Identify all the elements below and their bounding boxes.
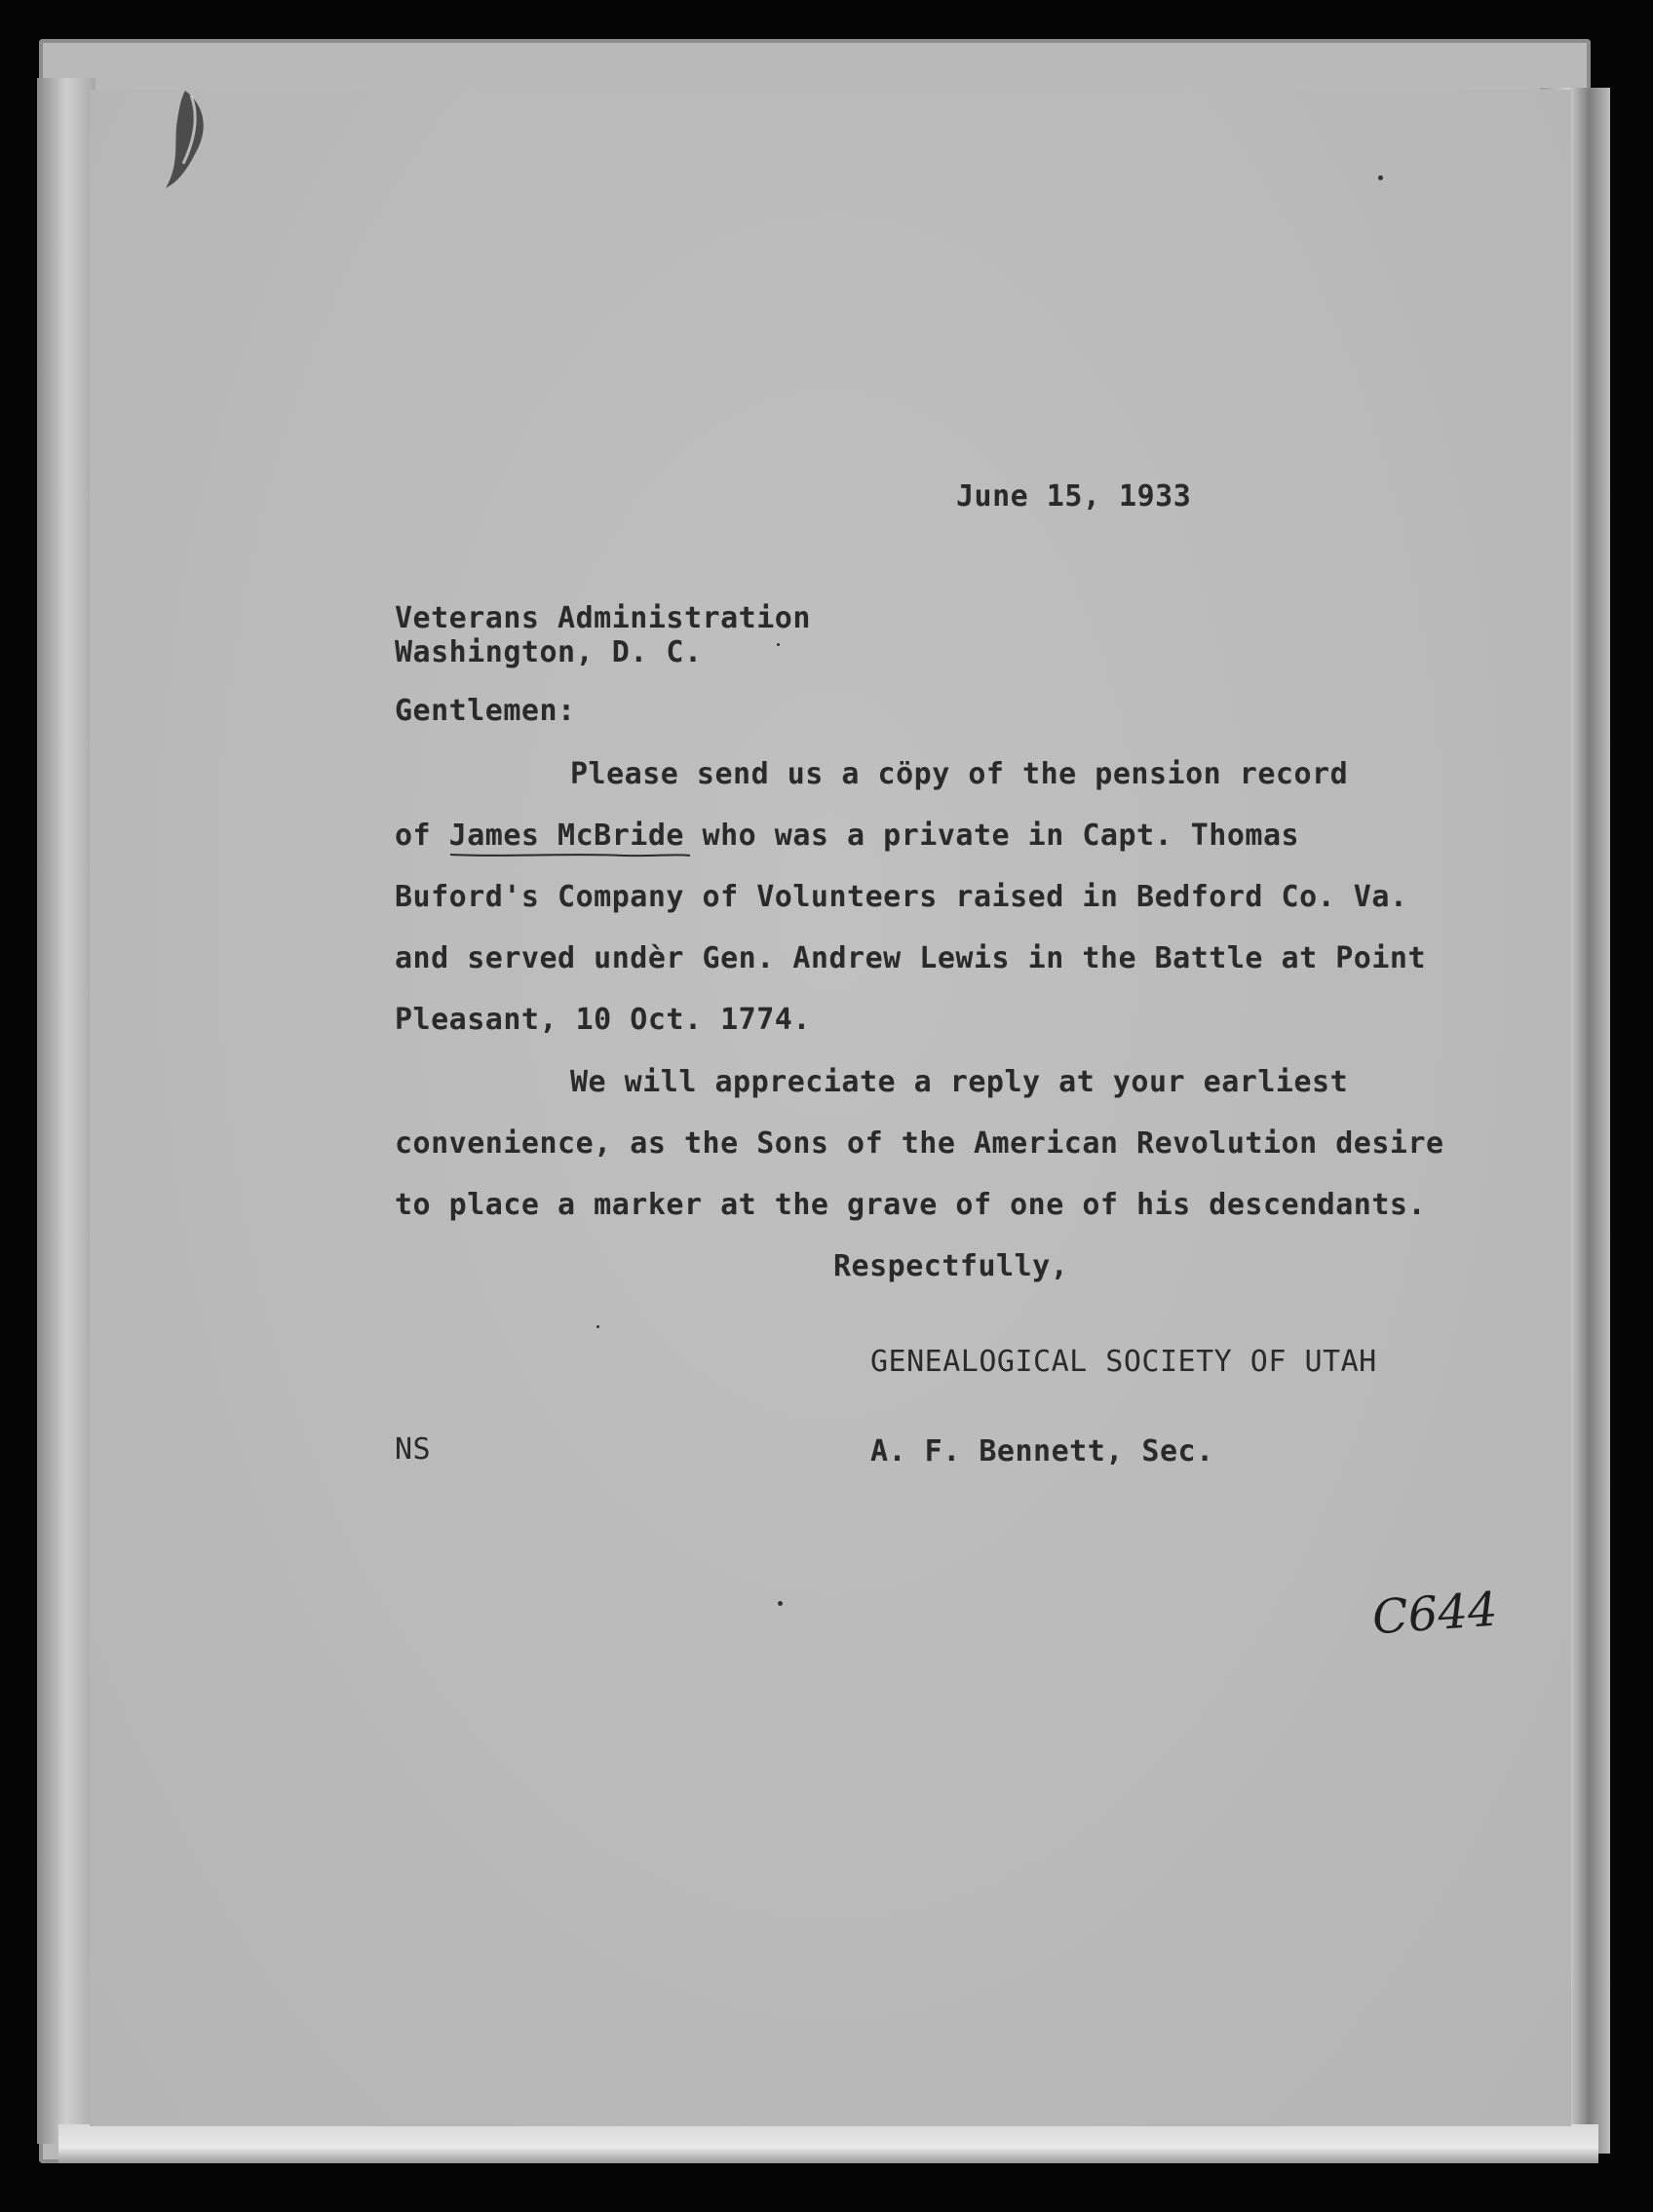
back-sheet-left-edge <box>37 78 96 2144</box>
body-line: to place a marker at the grave of one of his descendants. <box>395 1188 1427 1222</box>
paper-speck <box>596 1325 599 1328</box>
handwritten-underline <box>448 851 692 858</box>
typist-initials: NS <box>395 1432 432 1467</box>
letter-page <box>90 90 1571 2126</box>
organization-name: GENEALOGICAL SOCIETY OF UTAH <box>870 1345 1377 1379</box>
body-line: and served undèr Gen. Andrew Lewis in the Battle at Point <box>395 941 1427 975</box>
body-line: Buford's Company of Volunteers raised in Bedford Co. Va. <box>395 880 1408 914</box>
paper-speck <box>1378 175 1383 180</box>
recipient-line-1: Veterans Administration <box>395 601 811 635</box>
recipient-line-2: Washington, D. C. <box>395 635 703 669</box>
closing: Respectfully, <box>833 1249 1069 1283</box>
paper-speck <box>778 1601 783 1606</box>
paper-tear-mark <box>156 86 224 193</box>
body-line: of James McBride who was a private in Capt. Thomas <box>395 819 1300 853</box>
paper-speck <box>777 643 780 646</box>
body-line: Please send us a cöpy of the pension record <box>570 757 1349 791</box>
handwritten-file-number: C644 <box>1370 1582 1500 1646</box>
body-line: convenience, as the Sons of the American Revolution desire <box>395 1126 1444 1161</box>
salutation: Gentlemen: <box>395 694 576 728</box>
body-line: We will appreciate a reply at your earliest <box>570 1065 1349 1099</box>
body-line: Pleasant, 10 Oct. 1774. <box>395 1003 811 1037</box>
signer-name: A. F. Bennett, Sec. <box>870 1434 1214 1468</box>
back-sheet-bottom-edge <box>58 2124 1598 2163</box>
letter-date: June 15, 1933 <box>956 479 1192 514</box>
